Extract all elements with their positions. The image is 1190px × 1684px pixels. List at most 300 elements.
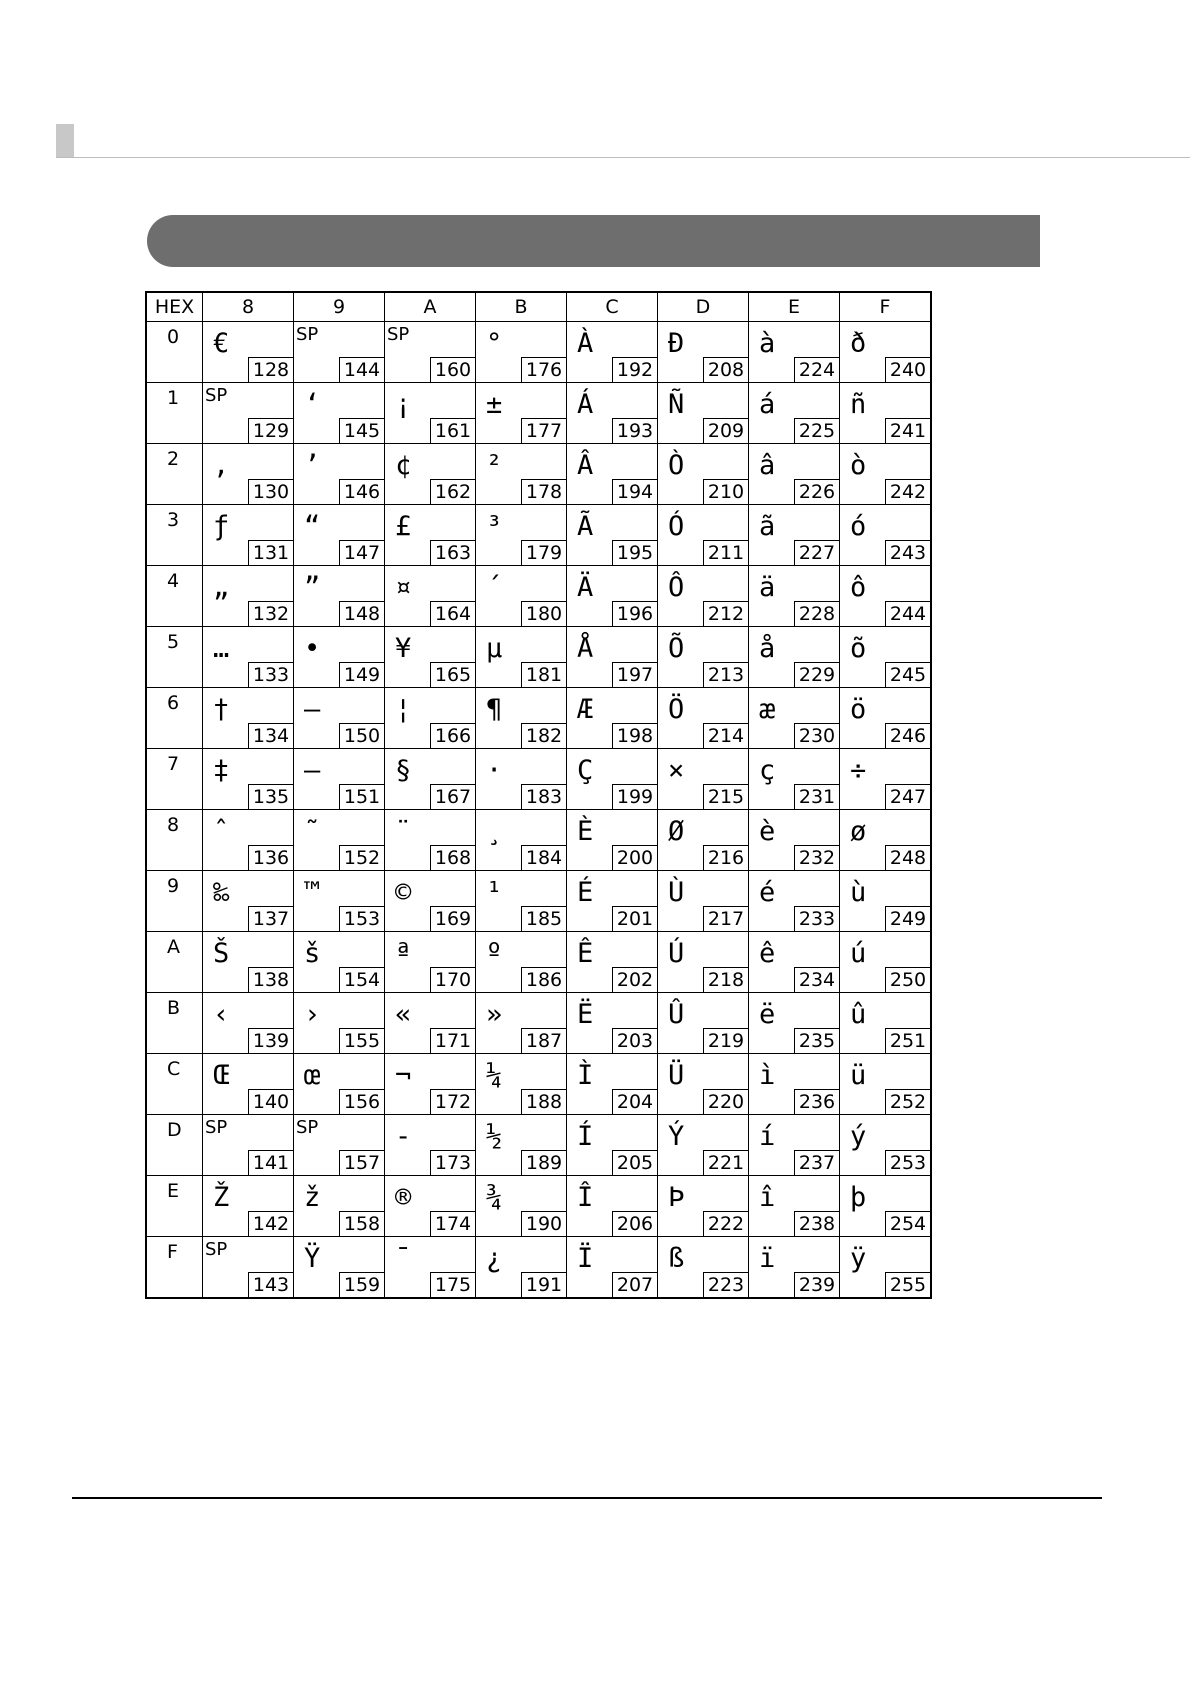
- character-cell: [567, 1115, 658, 1176]
- row-header-e: E: [146, 1176, 203, 1237]
- character-cell: [567, 505, 658, 566]
- table-row: [146, 871, 931, 932]
- decimal-code-box: 136: [248, 845, 294, 871]
- character-glyph: ÿ: [850, 1243, 867, 1274]
- character-cell: [658, 1176, 749, 1237]
- character-glyph: ð: [850, 328, 867, 359]
- decimal-code-box: 252: [885, 1089, 931, 1115]
- character-cell: [294, 993, 385, 1054]
- character-glyph: æ: [759, 694, 776, 725]
- decimal-code-box: 251: [885, 1028, 931, 1054]
- decimal-code-box: 148: [339, 601, 385, 627]
- column-header-8: 8: [203, 292, 294, 322]
- character-glyph: å: [759, 633, 776, 664]
- table-body: [146, 322, 931, 1299]
- character-cell: [840, 871, 932, 932]
- decimal-code-box: 189: [521, 1150, 567, 1176]
- character-cell: [203, 566, 294, 627]
- character-cell: [658, 1237, 749, 1299]
- character-cell: [203, 627, 294, 688]
- character-glyph: ä: [759, 572, 776, 603]
- row-header-d: D: [146, 1115, 203, 1176]
- decimal-code-box: 253: [885, 1150, 931, 1176]
- decimal-code-box: 244: [885, 601, 931, 627]
- decimal-code-box: 203: [612, 1028, 658, 1054]
- decimal-code-box: 160: [430, 357, 476, 383]
- character-cell: [294, 505, 385, 566]
- character-glyph: Þ: [668, 1182, 685, 1213]
- decimal-code-box: 230: [794, 723, 840, 749]
- decimal-code-box: 233: [794, 906, 840, 932]
- row-header-6: 6: [146, 688, 203, 749]
- character-cell: [567, 993, 658, 1054]
- character-cell: [294, 871, 385, 932]
- character-cell: [840, 749, 932, 810]
- decimal-code-box: 179: [521, 540, 567, 566]
- character-glyph: Š: [213, 938, 230, 969]
- character-glyph: ã: [759, 511, 776, 542]
- character-cell: [476, 627, 567, 688]
- decimal-code-box: 153: [339, 906, 385, 932]
- decimal-code-box: 215: [703, 784, 749, 810]
- character-cell: [567, 871, 658, 932]
- column-header-c: C: [567, 292, 658, 322]
- character-cell: [385, 505, 476, 566]
- character-glyph: €: [213, 328, 230, 359]
- character-glyph: £: [395, 511, 412, 542]
- row-header-5: 5: [146, 627, 203, 688]
- character-cell: [294, 1237, 385, 1299]
- character-cell: [385, 383, 476, 444]
- row-header-a: A: [146, 932, 203, 993]
- character-glyph: ¯: [395, 1243, 412, 1274]
- decimal-code-box: 221: [703, 1150, 749, 1176]
- character-glyph: ¬: [395, 1060, 412, 1091]
- character-glyph: ®: [395, 1182, 412, 1213]
- character-glyph: Œ: [213, 1060, 230, 1091]
- character-cell: [749, 1237, 840, 1299]
- character-cell: [203, 322, 294, 383]
- character-cell: [567, 1176, 658, 1237]
- decimal-code-box: 187: [521, 1028, 567, 1054]
- character-cell: [567, 932, 658, 993]
- character-cell: [203, 810, 294, 871]
- decimal-code-box: 241: [885, 418, 931, 444]
- character-cell: [749, 1115, 840, 1176]
- character-cell: [476, 871, 567, 932]
- character-glyph: Ó: [668, 511, 685, 542]
- character-cell: [203, 1176, 294, 1237]
- character-glyph: é: [759, 877, 776, 908]
- character-glyph: ¤: [395, 572, 412, 603]
- character-cell: [476, 993, 567, 1054]
- hex-corner-header: HEX: [146, 292, 203, 322]
- character-glyph: ø: [850, 816, 867, 847]
- character-cell: [203, 444, 294, 505]
- row-header-2: 2: [146, 444, 203, 505]
- decimal-code-box: 159: [339, 1272, 385, 1298]
- decimal-code-box: 197: [612, 662, 658, 688]
- decimal-code-box: 232: [794, 845, 840, 871]
- decimal-code-box: 220: [703, 1089, 749, 1115]
- character-cell: [476, 566, 567, 627]
- decimal-code-box: 240: [885, 357, 931, 383]
- character-glyph: ’: [304, 450, 321, 481]
- character-glyph: SP: [205, 385, 228, 406]
- table-row: [146, 749, 931, 810]
- character-cell: [385, 810, 476, 871]
- decimal-code-box: 162: [430, 479, 476, 505]
- decimal-code-box: 139: [248, 1028, 294, 1054]
- column-header-a: A: [385, 292, 476, 322]
- decimal-code-box: 214: [703, 723, 749, 749]
- decimal-code-box: 170: [430, 967, 476, 993]
- character-cell: [567, 566, 658, 627]
- decimal-code-box: 134: [248, 723, 294, 749]
- decimal-code-box: 149: [339, 662, 385, 688]
- decimal-code-box: 188: [521, 1089, 567, 1115]
- decimal-code-box: 196: [612, 601, 658, 627]
- character-cell: [294, 444, 385, 505]
- character-glyph: «: [395, 999, 412, 1030]
- character-glyph: ï: [759, 1243, 776, 1274]
- character-glyph: Ë: [577, 999, 594, 1030]
- character-glyph: §: [395, 755, 412, 786]
- character-glyph: Í: [577, 1121, 594, 1152]
- decimal-code-box: 219: [703, 1028, 749, 1054]
- character-glyph: ×: [668, 755, 685, 786]
- character-glyph: Õ: [668, 633, 685, 664]
- decimal-code-box: 208: [703, 357, 749, 383]
- character-glyph: ó: [850, 511, 867, 542]
- decimal-code-box: 200: [612, 845, 658, 871]
- footer-rule: [72, 1497, 1102, 1499]
- decimal-code-box: 154: [339, 967, 385, 993]
- table-row: [146, 932, 931, 993]
- decimal-code-box: 216: [703, 845, 749, 871]
- character-glyph: ¥: [395, 633, 412, 664]
- decimal-code-box: 234: [794, 967, 840, 993]
- character-cell: [658, 871, 749, 932]
- character-cell: [567, 444, 658, 505]
- character-glyph: Î: [577, 1182, 594, 1213]
- decimal-code-box: 133: [248, 662, 294, 688]
- character-glyph: ˆ: [213, 816, 230, 847]
- character-cell: [840, 932, 932, 993]
- decimal-code-box: 156: [339, 1089, 385, 1115]
- character-cell: [385, 1054, 476, 1115]
- character-cell: [294, 566, 385, 627]
- character-glyph: ´: [486, 572, 503, 603]
- decimal-code-box: 217: [703, 906, 749, 932]
- character-cell: [476, 322, 567, 383]
- character-glyph: ò: [850, 450, 867, 481]
- character-cell: [294, 749, 385, 810]
- character-cell: [476, 749, 567, 810]
- column-header-b: B: [476, 292, 567, 322]
- table-row: [146, 688, 931, 749]
- character-cell: [658, 688, 749, 749]
- decimal-code-box: 246: [885, 723, 931, 749]
- decimal-code-box: 210: [703, 479, 749, 505]
- character-glyph: œ: [304, 1060, 321, 1091]
- decimal-code-box: 173: [430, 1150, 476, 1176]
- row-header-f: F: [146, 1237, 203, 1299]
- decimal-code-box: 242: [885, 479, 931, 505]
- decimal-code-box: 228: [794, 601, 840, 627]
- decimal-code-box: 165: [430, 662, 476, 688]
- character-glyph: ¾: [486, 1182, 503, 1213]
- decimal-code-box: 163: [430, 540, 476, 566]
- character-glyph: õ: [850, 633, 867, 664]
- character-glyph: ‘: [304, 389, 321, 420]
- character-cell: [203, 1115, 294, 1176]
- table-row: [146, 444, 931, 505]
- character-glyph: ö: [850, 694, 867, 725]
- character-glyph: Ù: [668, 877, 685, 908]
- character-cell: [476, 688, 567, 749]
- character-glyph: ë: [759, 999, 776, 1030]
- character-glyph: ñ: [850, 389, 867, 420]
- character-glyph: ¼: [486, 1060, 503, 1091]
- decimal-code-box: 150: [339, 723, 385, 749]
- character-glyph: •: [304, 633, 321, 664]
- decimal-code-box: 144: [339, 357, 385, 383]
- decimal-code-box: 141: [248, 1150, 294, 1176]
- character-glyph: ¿: [486, 1243, 503, 1274]
- character-glyph: ²: [486, 450, 503, 481]
- decimal-code-box: 235: [794, 1028, 840, 1054]
- character-glyph: ¶: [486, 694, 503, 725]
- character-cell: [749, 871, 840, 932]
- character-cell: [840, 1115, 932, 1176]
- character-cell: [203, 688, 294, 749]
- table-row: [146, 993, 931, 1054]
- character-cell: [385, 993, 476, 1054]
- character-glyph: Ð: [668, 328, 685, 359]
- decimal-code-box: 205: [612, 1150, 658, 1176]
- decimal-code-box: 161: [430, 418, 476, 444]
- character-cell: [749, 444, 840, 505]
- decimal-code-box: 193: [612, 418, 658, 444]
- character-glyph: ±: [486, 389, 503, 420]
- character-cell: [385, 1237, 476, 1299]
- row-header-4: 4: [146, 566, 203, 627]
- character-glyph: ³: [486, 511, 503, 542]
- decimal-code-box: 194: [612, 479, 658, 505]
- decimal-code-box: 174: [430, 1211, 476, 1237]
- decimal-code-box: 207: [612, 1272, 658, 1298]
- character-glyph: ˜: [304, 816, 321, 847]
- decimal-code-box: 185: [521, 906, 567, 932]
- character-cell: [476, 1237, 567, 1299]
- character-cell: [840, 322, 932, 383]
- decimal-code-box: 250: [885, 967, 931, 993]
- row-header-9: 9: [146, 871, 203, 932]
- character-cell: [203, 932, 294, 993]
- character-cell: [840, 993, 932, 1054]
- character-glyph: Ö: [668, 694, 685, 725]
- decimal-code-box: 152: [339, 845, 385, 871]
- character-cell: [476, 810, 567, 871]
- character-glyph: â: [759, 450, 776, 481]
- character-cell: [294, 810, 385, 871]
- character-cell: [203, 505, 294, 566]
- character-cell: [476, 383, 567, 444]
- character-glyph: í: [759, 1121, 776, 1152]
- decimal-code-box: 135: [248, 784, 294, 810]
- character-cell: [385, 1115, 476, 1176]
- decimal-code-box: 255: [885, 1272, 931, 1298]
- character-glyph: ÷: [850, 755, 867, 786]
- character-glyph: à: [759, 328, 776, 359]
- decimal-code-box: 167: [430, 784, 476, 810]
- decimal-code-box: 131: [248, 540, 294, 566]
- character-glyph: -: [395, 1121, 412, 1152]
- character-cell: [203, 993, 294, 1054]
- character-glyph: î: [759, 1182, 776, 1213]
- decimal-code-box: 146: [339, 479, 385, 505]
- decimal-code-box: 223: [703, 1272, 749, 1298]
- character-cell: [658, 505, 749, 566]
- table-row: [146, 627, 931, 688]
- character-glyph: SP: [205, 1239, 228, 1260]
- character-cell: [658, 566, 749, 627]
- character-cell: [840, 810, 932, 871]
- character-cell: [749, 749, 840, 810]
- row-header-7: 7: [146, 749, 203, 810]
- character-cell: [567, 627, 658, 688]
- character-glyph: Ñ: [668, 389, 685, 420]
- character-glyph: Ô: [668, 572, 685, 603]
- character-cell: [749, 810, 840, 871]
- character-glyph: Ä: [577, 572, 594, 603]
- decimal-code-box: 211: [703, 540, 749, 566]
- table-row: [146, 566, 931, 627]
- character-glyph: ¨: [395, 816, 412, 847]
- character-cell: [567, 688, 658, 749]
- character-cell: [658, 383, 749, 444]
- decimal-code-box: 231: [794, 784, 840, 810]
- character-cell: [658, 932, 749, 993]
- character-cell: [385, 688, 476, 749]
- header-row: [146, 292, 931, 322]
- character-cell: [567, 1237, 658, 1299]
- decimal-code-box: 177: [521, 418, 567, 444]
- character-cell: [749, 566, 840, 627]
- character-glyph: ì: [759, 1060, 776, 1091]
- row-header-8: 8: [146, 810, 203, 871]
- character-glyph: ç: [759, 755, 776, 786]
- character-glyph: Ÿ: [304, 1243, 321, 1274]
- character-cell: [203, 871, 294, 932]
- decimal-code-box: 138: [248, 967, 294, 993]
- character-glyph: …: [213, 633, 230, 664]
- character-glyph: È: [577, 816, 594, 847]
- character-glyph: SP: [296, 1117, 319, 1138]
- character-cell: [294, 383, 385, 444]
- decimal-code-box: 239: [794, 1272, 840, 1298]
- character-glyph: ·: [486, 755, 503, 786]
- table-row: [146, 505, 931, 566]
- character-glyph: ß: [668, 1243, 685, 1274]
- character-glyph: ¢: [395, 450, 412, 481]
- decimal-code-box: 218: [703, 967, 749, 993]
- character-cell: [385, 749, 476, 810]
- character-glyph: Ê: [577, 938, 594, 969]
- decimal-code-box: 254: [885, 1211, 931, 1237]
- decimal-code-box: 181: [521, 662, 567, 688]
- character-glyph: ý: [850, 1121, 867, 1152]
- character-cell: [203, 1237, 294, 1299]
- character-glyph: Ì: [577, 1060, 594, 1091]
- character-glyph: †: [213, 694, 230, 725]
- decimal-code-box: 202: [612, 967, 658, 993]
- character-cell: [658, 444, 749, 505]
- row-header-c: C: [146, 1054, 203, 1115]
- decimal-code-box: 147: [339, 540, 385, 566]
- character-glyph: ‚: [213, 450, 230, 481]
- character-glyph: Ï: [577, 1243, 594, 1274]
- decimal-code-box: 238: [794, 1211, 840, 1237]
- row-header-3: 3: [146, 505, 203, 566]
- character-glyph: SP: [205, 1117, 228, 1138]
- character-glyph: Ú: [668, 938, 685, 969]
- character-glyph: Û: [668, 999, 685, 1030]
- character-cell: [567, 383, 658, 444]
- decimal-code-box: 178: [521, 479, 567, 505]
- decimal-code-box: 237: [794, 1150, 840, 1176]
- decimal-code-box: 212: [703, 601, 749, 627]
- character-cell: [385, 932, 476, 993]
- character-cell: [203, 1054, 294, 1115]
- decimal-code-box: 183: [521, 784, 567, 810]
- decimal-code-box: 204: [612, 1089, 658, 1115]
- character-glyph: ½: [486, 1121, 503, 1152]
- character-glyph: Ò: [668, 450, 685, 481]
- decimal-code-box: 243: [885, 540, 931, 566]
- character-glyph: ‹: [213, 999, 230, 1030]
- decimal-code-box: 172: [430, 1089, 476, 1115]
- character-cell: [294, 1054, 385, 1115]
- character-glyph: ‡: [213, 755, 230, 786]
- decimal-code-box: 169: [430, 906, 476, 932]
- character-cell: [476, 505, 567, 566]
- character-cell: [385, 627, 476, 688]
- character-cell: [385, 444, 476, 505]
- decimal-code-box: 142: [248, 1211, 294, 1237]
- character-glyph: „: [213, 572, 230, 603]
- decimal-code-box: 137: [248, 906, 294, 932]
- table-row: [146, 322, 931, 383]
- column-header-e: E: [749, 292, 840, 322]
- character-cell: [294, 627, 385, 688]
- header-rule: [56, 157, 1190, 158]
- character-glyph: Å: [577, 633, 594, 664]
- character-cell: [658, 1115, 749, 1176]
- character-glyph: ›: [304, 999, 321, 1030]
- character-glyph: Ž: [213, 1182, 230, 1213]
- character-glyph: ©: [395, 877, 412, 908]
- character-glyph: ¹: [486, 877, 503, 908]
- character-glyph: û: [850, 999, 867, 1030]
- header-accent-block: [56, 124, 74, 158]
- character-glyph: ú: [850, 938, 867, 969]
- character-cell: [567, 810, 658, 871]
- character-glyph: É: [577, 877, 594, 908]
- decimal-code-box: 249: [885, 906, 931, 932]
- character-cell: [749, 1176, 840, 1237]
